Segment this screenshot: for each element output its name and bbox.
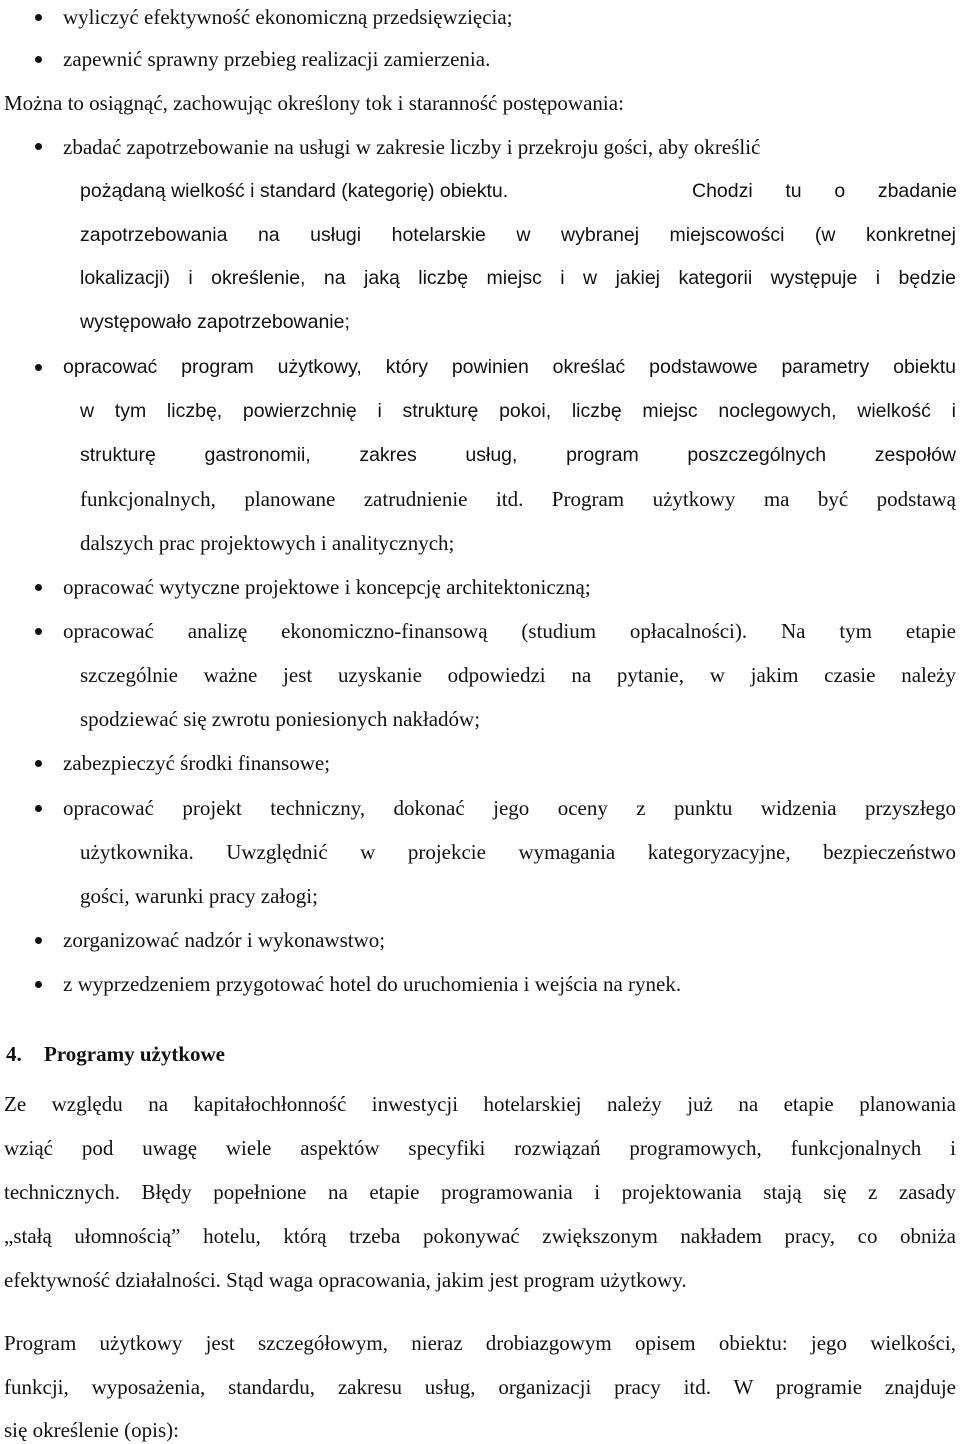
list-item-line: lokalizacji) i określenie, na jaką liczbę miejsc i w jakiej kategorii występuje i będzie bbox=[80, 267, 956, 289]
list-item-line: występowało zapotrzebowanie; bbox=[80, 311, 350, 333]
list-item-line: dalszych prac projektowych i analitycznych; bbox=[80, 531, 455, 555]
list-item-line: spodziewać się zwrotu poniesionych nakładów; bbox=[80, 707, 481, 731]
paragraph-line: Ze względu na kapitałochłonność inwestycji hotelarskiej należy już na etapie planowania bbox=[4, 1092, 956, 1116]
list-item-line: zapotrzebowania na usługi hotelarskie w wybranej miejscowości (w konkretnej bbox=[80, 224, 956, 246]
bullet-icon bbox=[35, 14, 42, 21]
bullet-icon bbox=[35, 56, 42, 63]
list-item-line: pożądaną wielkość i standard (kategorię) obiektu. bbox=[80, 180, 509, 202]
list-item: opracować analizę ekonomiczno-finansową (studium opłacalności). Na tym etapie bbox=[63, 619, 956, 643]
bullet-icon bbox=[35, 760, 42, 767]
bullet-icon bbox=[35, 981, 42, 988]
list-item: opracować projekt techniczny, dokonać jego oceny z punktu widzenia przyszłego bbox=[63, 796, 956, 820]
paragraph-line: funkcji, wyposażenia, standardu, zakresu usług, organizacji pracy itd. W programie znajduje bbox=[4, 1375, 956, 1399]
list-item-line: szczególnie ważne jest uzyskanie odpowiedzi na pytanie, w jakim czasie należy bbox=[80, 663, 956, 687]
list-item: zabezpieczyć środki finansowe; bbox=[63, 751, 331, 775]
list-item: wyliczyć efektywność ekonomiczną przedsięwzięcia; bbox=[63, 5, 513, 29]
bullet-icon bbox=[35, 143, 42, 150]
paragraph-line: „stałą ułomnością” hotelu, którą trzeba pokonywać zwiększonym nakładem pracy, co obniża bbox=[4, 1224, 956, 1248]
paragraph-line: efektywność działalności. Stąd waga opracowania, jakim jest program użytkowy. bbox=[4, 1268, 687, 1292]
section-title: Programy użytkowe bbox=[44, 1042, 225, 1066]
intro-text: Można to osiągnąć, zachowując określony tok i staranność postępowania: bbox=[4, 91, 624, 115]
bullet-icon bbox=[35, 937, 42, 944]
bullet-icon bbox=[35, 628, 42, 635]
list-item: opracować wytyczne projektowe i koncepcję architektoniczną; bbox=[63, 575, 591, 599]
bullet-icon bbox=[35, 805, 42, 812]
list-item-line: strukturę gastronomii, zakres usług, program poszczególnych zespołów bbox=[80, 444, 956, 466]
list-item: zbadać zapotrzebowanie na usługi w zakresie liczby i przekroju gości, aby określić bbox=[63, 135, 761, 159]
paragraph-line: technicznych. Błędy popełnione na etapie programowania i projektowania stają się z zasady bbox=[4, 1180, 956, 1204]
paragraph-line: Program użytkowy jest szczegółowym, nieraz drobiazgowym opisem obiektu: jego wielkości, bbox=[4, 1331, 956, 1355]
list-item: zapewnić sprawny przebieg realizacji zamierzenia. bbox=[63, 47, 491, 71]
list-item-line: Chodzi tu o zbadanie bbox=[692, 180, 957, 202]
bullet-icon bbox=[35, 584, 42, 591]
paragraph-line: wziąć pod uwagę wiele aspektów specyfiki rozwiązań programowych, funkcjonalnych i bbox=[4, 1136, 956, 1160]
paragraph-line: się określenie (opis): bbox=[4, 1418, 179, 1442]
bullet-icon bbox=[35, 364, 42, 371]
list-item: z wyprzedzeniem przygotować hotel do uruchomienia i wejścia na rynek. bbox=[63, 972, 682, 996]
section-number: 4. bbox=[6, 1042, 22, 1066]
list-item-line: w tym liczbę, powierzchnię i strukturę pokoi, liczbę miejsc noclegowych, wielkość i bbox=[80, 400, 956, 422]
list-item-line: funkcjonalnych, planowane zatrudnienie itd. Program użytkowy ma być podstawą bbox=[80, 487, 956, 511]
list-item-line: gości, warunki pracy załogi; bbox=[80, 884, 318, 908]
list-item-line: użytkownika. Uwzględnić w projekcie wymagania kategoryzacyjne, bezpieczeństwo bbox=[80, 840, 956, 864]
list-item: opracować program użytkowy, który powinien określać podstawowe parametry obiektu bbox=[63, 356, 956, 378]
list-item: zorganizować nadzór i wykonawstwo; bbox=[63, 928, 386, 952]
